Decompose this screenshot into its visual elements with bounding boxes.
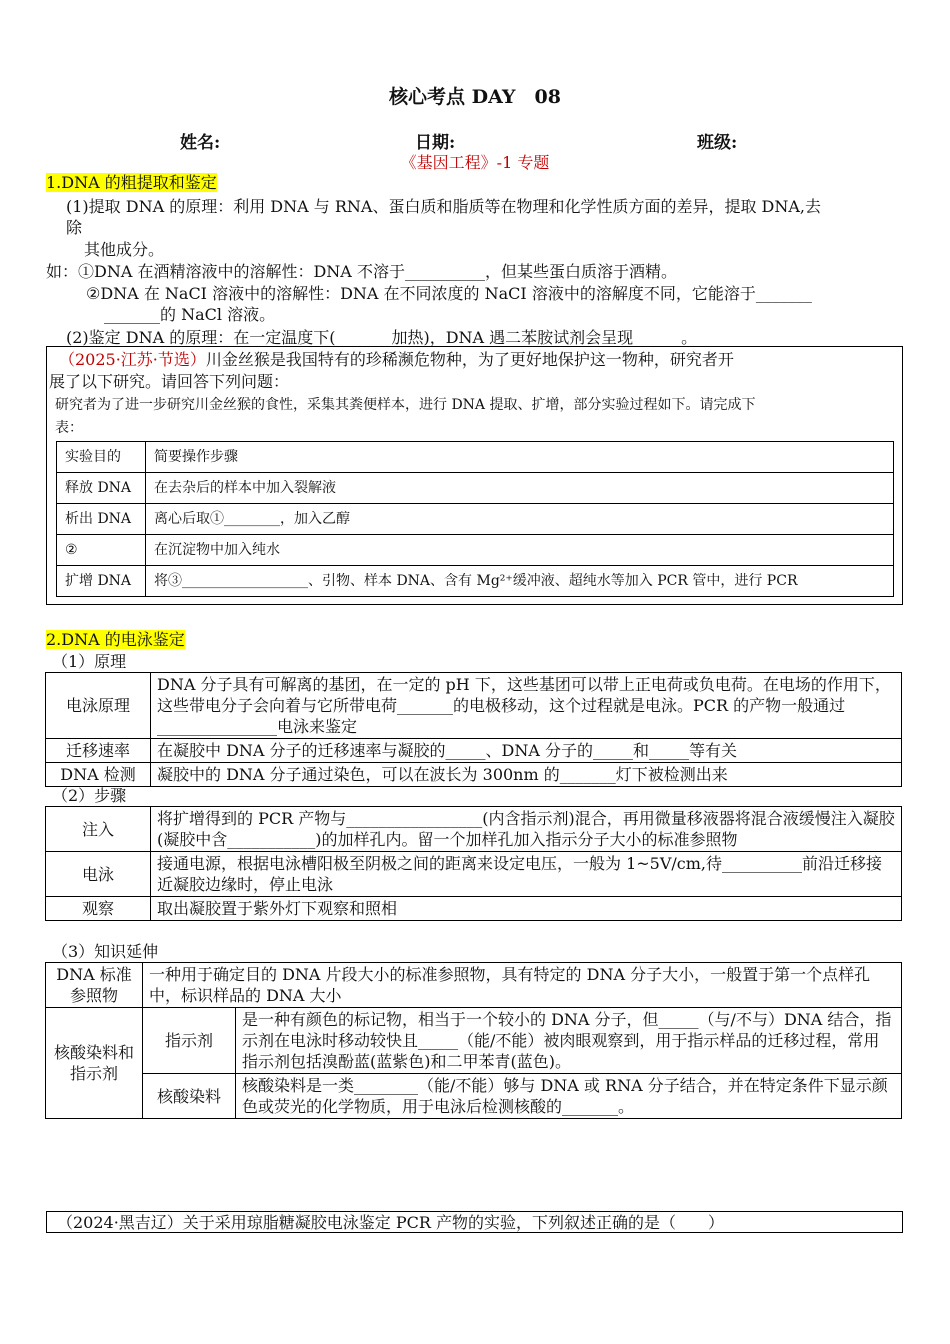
- table-cell: 核酸染料是一类________（能/不能）够与 DNA 或 RNA 分子结合，并在特定条件下显示颜色或荧光的化学物质，用于电泳后检测核酸的_______。: [236, 1074, 902, 1119]
- table-cell: 核酸染料和指示剂: [46, 1008, 143, 1119]
- question-intro-line-2: 展了以下研究。请回答下列问题：: [49, 372, 290, 391]
- page-title: 核心考点 DAY 08: [389, 86, 561, 108]
- table-cell: DNA 分子具有可解离的基团，在一定的 pH 下，这些基团可以带上正电荷或负电荷。在电场的作用下，这些带电分子会向着与它所带电荷_______的电极移动，这个过程就是电泳。PCR 的产物一般通过_______________电泳来鉴定: [151, 673, 902, 739]
- question-2024: （2024·黑吉辽）关于采用琼脂糖凝胶电泳鉴定 PCR 产物的实验，下列叙述正确的是（ ）: [46, 1211, 903, 1233]
- question-intro: 川金丝猴是我国特有的珍稀濒危物种，为了更好地保护这一物种，研究者开: [205, 350, 734, 369]
- principle-table: [45, 672, 902, 787]
- table-cell: 是一种有颜色的标记物，相当于一个较小的 DNA 分子，但_____（与/不与）DNA 结合，指示剂在电泳时移动较快且_____（能/不能）被肉眼观察到，用于指示样品的迁移过程，常用指示剂包括溴酚蓝(蓝紫色)和二甲苯青(蓝色)。: [236, 1008, 902, 1074]
- principle-subheading: （1）原理: [52, 652, 127, 671]
- table-cell: 迁移速率: [46, 739, 151, 763]
- identify-principle: (2)鉴定 DNA 的原理：在一定温度下(_______加热)，DNA 遇二苯胺试剂会呈现______。: [66, 328, 698, 347]
- table-row: [57, 566, 894, 597]
- table-cell: ②: [57, 535, 146, 566]
- table-cell: 将扩增得到的 PCR 产物与_________________(内含指示剂)混合，再用微量移液器将混合液缓慢注入凝胶(凝胶中含___________)的加样孔内。留一个加样孔加入指示分子大小的标准参照物: [151, 807, 902, 852]
- table-cell: 将③__________________、引物、样本 DNA、含有 Mg²⁺缓冲液、超纯水等加入 PCR 管中，进行 PCR: [146, 566, 894, 597]
- class-label: 班级:: [697, 133, 738, 153]
- example-nacl-line-1: ②DNA 在 NaCI 溶液中的溶解性：DNA 在不同浓度的 NaCI 溶液中的溶解度不同，它能溶于_______: [86, 284, 812, 303]
- table-cell: 取出凝胶置于紫外灯下观察和照相: [151, 897, 902, 921]
- table-cell: 电泳原理: [46, 673, 151, 739]
- table-header: 实验目的: [57, 442, 146, 473]
- example-alcohol: 如：①DNA 在酒精溶液中的溶解性：DNA 不溶于__________，但某些蛋白质溶于酒精。: [46, 262, 677, 281]
- table-cell: 扩增 DNA: [57, 566, 146, 597]
- table-cell: 在沉淀物中加入纯水: [146, 535, 894, 566]
- table-cell: DNA 检测: [46, 763, 151, 787]
- section1-heading: 1.DNA 的粗提取和鉴定: [46, 173, 217, 192]
- question-sub-line-1: 研究者为了进一步研究川金丝猴的食性，采集其粪便样本，进行 DNA 提取、扩增，部分实验过程如下。请完成下: [55, 397, 756, 413]
- table-cell: 凝胶中的 DNA 分子通过染色，可以在波长为 300nm 的_______灯下被检测出来: [151, 763, 902, 787]
- table-row: [46, 1008, 902, 1074]
- table-cell: 核酸染料: [143, 1074, 236, 1119]
- steps-subheading: （2）步骤: [52, 786, 127, 805]
- extension-table: [45, 962, 902, 1119]
- table-row: [46, 739, 902, 763]
- principle-line-1: (1)提取 DNA 的原理：利用 DNA 与 RNA、蛋白质和脂质等在物理和化学性质方面的差异，提取 DNA,去: [66, 197, 822, 216]
- table-cell: DNA 标准参照物: [46, 963, 143, 1008]
- table-cell: 接通电源，根据电泳槽阳极至阴极之间的距离来设定电压，一般为 1~5V/cm,待__________前沿迁移接近凝胶边缘时，停止电泳: [151, 852, 902, 897]
- experiment-table: [56, 441, 894, 597]
- table-header-row: [57, 442, 894, 473]
- question-sub-line-2: 表：: [55, 420, 83, 436]
- date-label: 日期:: [415, 133, 456, 153]
- table-cell: 注入: [46, 807, 151, 852]
- table-cell: 电泳: [46, 852, 151, 897]
- table-cell: 离心后取①________，加入乙醇: [146, 504, 894, 535]
- question-source: （2025·江苏·节选）: [59, 350, 206, 369]
- table-row: [46, 897, 902, 921]
- table-row: [46, 852, 902, 897]
- table-row: [46, 673, 902, 739]
- section2-heading: 2.DNA 的电泳鉴定: [46, 630, 185, 649]
- table-cell: 在去杂后的样本中加入裂解液: [146, 473, 894, 504]
- table-cell: 指示剂: [143, 1008, 236, 1074]
- table-row: [46, 963, 902, 1008]
- table-row: [57, 473, 894, 504]
- table-cell: 在凝胶中 DNA 分子的迁移速率与凝胶的_____、DNA 分子的_____和_____等有关: [151, 739, 902, 763]
- table-header: 简要操作步骤: [146, 442, 894, 473]
- table-cell: 析出 DNA: [57, 504, 146, 535]
- principle-line-3: 其他成分。: [84, 240, 165, 259]
- table-row: [46, 763, 902, 787]
- table-cell: 释放 DNA: [57, 473, 146, 504]
- subtitle: 《基因工程》-1 专题: [400, 153, 550, 172]
- extension-subheading: （3）知识延伸: [52, 942, 159, 961]
- table-cell: 观察: [46, 897, 151, 921]
- name-label: 姓名:: [180, 133, 221, 153]
- example-nacl-line-2: _______的 NaCl 溶液。: [104, 305, 276, 324]
- question-box-2025: [46, 346, 903, 605]
- principle-line-2: 除: [66, 218, 83, 237]
- table-row: [46, 807, 902, 852]
- table-row: [46, 1074, 902, 1119]
- table-row: [57, 504, 894, 535]
- table-cell: 一种用于确定目的 DNA 片段大小的标准参照物，具有特定的 DNA 分子大小，一般置于第一个点样孔中，标识样品的 DNA 大小: [143, 963, 902, 1008]
- table-row: [57, 535, 894, 566]
- steps-table: [45, 806, 902, 921]
